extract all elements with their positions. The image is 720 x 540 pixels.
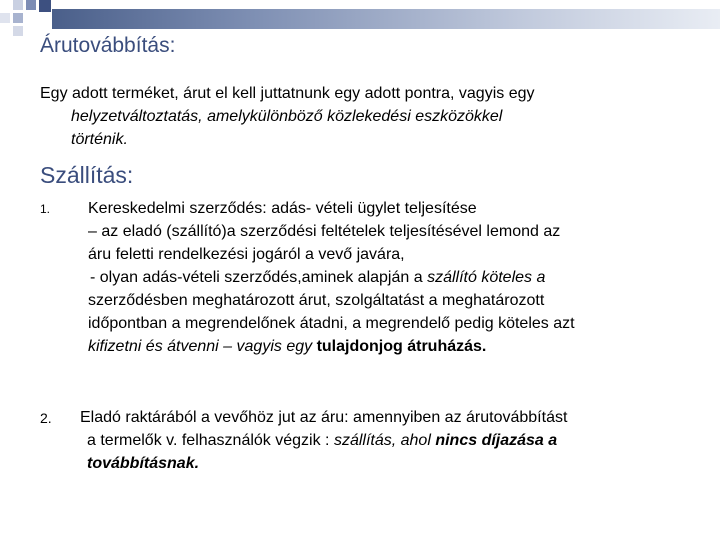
deco-square <box>13 0 23 10</box>
item-line <box>88 335 575 358</box>
item-text: - olyan adás-vételi szerződés,aminek alapján a <box>90 269 423 286</box>
deco-square <box>13 26 23 36</box>
deco-square <box>39 0 51 12</box>
item-emphasis: szállító köteles a <box>427 269 546 286</box>
item-line: – az eladó (szállító)a szerződési feltételek teljesítésével lemond az <box>88 223 561 240</box>
item-line: időpontban a megrendelőnek átadni, a megrendelő pedig köteles azt <box>88 315 575 332</box>
deco-square <box>13 13 23 23</box>
item-line: Kereskedelmi szerződés: adás- vételi ügylet teljesítése <box>88 200 477 217</box>
list-item <box>80 406 567 475</box>
definition-line: Egy adott terméket, árut el kell juttatnunk egy adott pontra, vagyis egy <box>40 85 535 102</box>
definition-line: történik. <box>71 131 128 148</box>
deco-square <box>26 0 36 10</box>
page-title: Árutovábbítás: <box>40 34 176 57</box>
deco-square <box>0 13 10 23</box>
list-item <box>88 197 575 358</box>
item-text: kifizetni és átvenni – vagyis egy <box>88 338 313 355</box>
item-bold: nincs díjazása a <box>435 432 558 449</box>
item-text: a termelők v. felhasználók végzik : <box>87 432 330 449</box>
list-number: 1. <box>40 202 51 216</box>
list-number: 2. <box>40 410 52 426</box>
item-line <box>80 429 567 452</box>
definition-line: helyzetváltoztatás, amelykülönböző közlekedési eszközökkel <box>71 108 503 125</box>
item-bold: tulajdonjog átruházás. <box>316 338 487 355</box>
item-line: áru feletti rendelkezési jogáról a vevő javára, <box>88 246 405 263</box>
header-band <box>52 9 720 29</box>
item-line: szerződésben meghatározott árut, szolgáltatást a meghatározott <box>88 292 545 309</box>
definition-paragraph <box>40 82 710 151</box>
item-bold: továbbításnak. <box>87 455 200 472</box>
item-line <box>80 452 567 475</box>
item-emphasis: szállítás, ahol <box>333 432 431 449</box>
item-line: Eladó raktárából a vevőhöz jut az áru: amennyiben az árutovábbítást <box>80 409 568 426</box>
section-title: Szállítás: <box>40 162 134 188</box>
item-line <box>88 266 575 289</box>
